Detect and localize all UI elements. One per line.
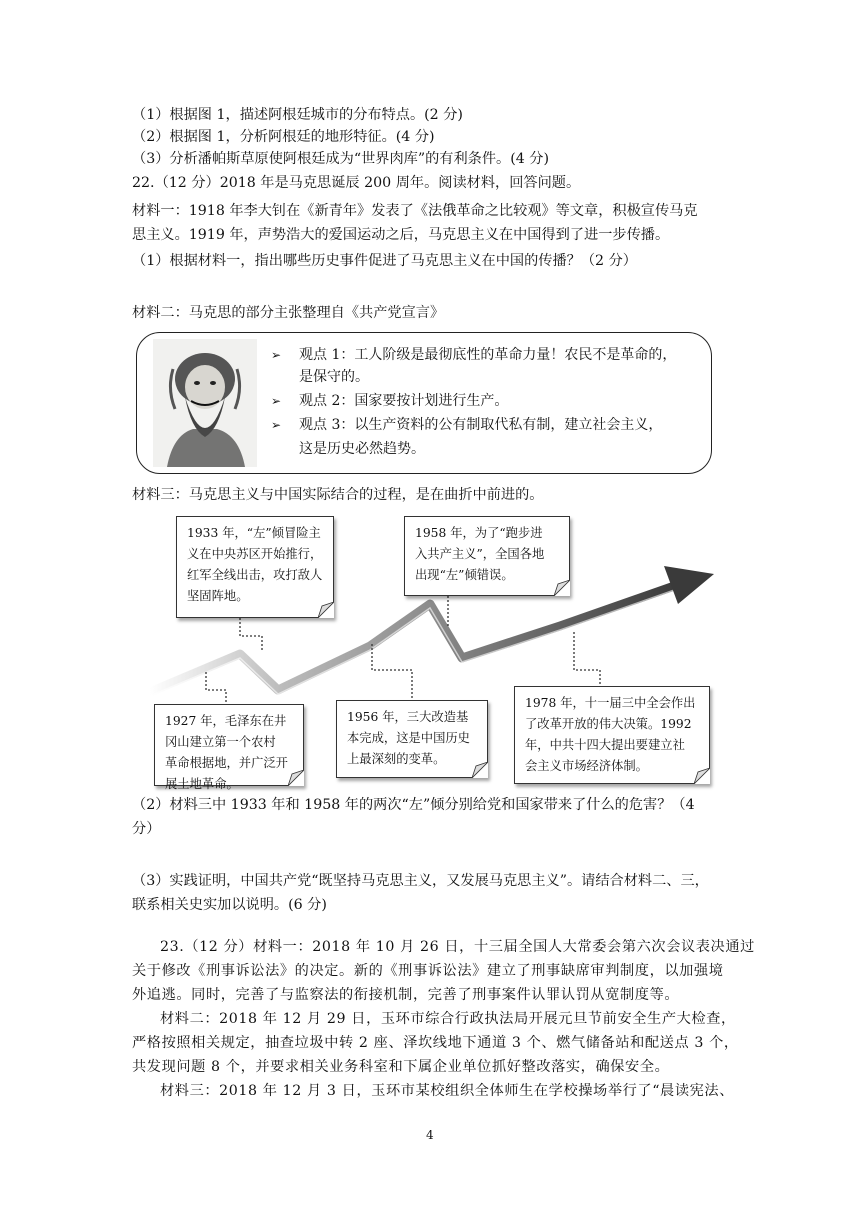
- point-1-line2: 是保守的。: [299, 369, 369, 385]
- page-number: 4: [426, 1128, 434, 1142]
- note-1933: 1933 年，“左”倾冒险主 义在中央苏区开始推行， 红军全线出击，攻打敌人 坚固阵地。: [176, 516, 334, 618]
- question-21-1: （1）根据图 1，描述阿根廷城市的分布特点。(2 分): [132, 107, 463, 123]
- q23-line4: 材料二：2018 年 12 月 29 日，玉环市综合行政执法局开展元旦节前安全生产大检查，: [160, 1011, 736, 1027]
- point-2: 观点 2：国家要按计划进行生产。: [299, 393, 509, 409]
- bullet-icon: ➢: [271, 418, 282, 432]
- note-1927: 1927 年，毛泽东在井 冈山建立第一个农村 革命根据地，并广泛开 展土地革命。: [154, 704, 304, 786]
- material1-line1: 材料一：1918 年李大钊在《新青年》发表了《法俄革命之比较观》等文章，积极宣传马克: [132, 203, 698, 219]
- question-22-header: 22.（12 分）2018 年是马克思诞辰 200 周年。阅读材料，回答问题。: [132, 175, 581, 191]
- q23-line1: 23.（12 分）材料一：2018 年 10 月 26 日，十三届全国人大常委会第六次会议表决通过: [160, 939, 755, 955]
- point-3-line2: 这是历史必然趋势。: [299, 441, 425, 457]
- question-21-3: （3）分析潘帕斯草原使阿根廷成为“世界肉库”的有利条件。(4 分): [132, 151, 550, 167]
- q23-line7: 材料三：2018 年 12 月 3 日，玉环市某校组织全体师生在学校操场举行了“晨读宪法、: [160, 1083, 734, 1099]
- bullet-icon: ➢: [271, 394, 282, 408]
- point-1-line1: 观点 1：工人阶级是最彻底性的革命力量！农民不是革命的，: [299, 347, 677, 363]
- material2-title: 材料二：马克思的部分主张整理自《共产党宣言》: [132, 305, 445, 321]
- question-22-2-line1: （2）材料三中 1933 年和 1958 年的两次“左”倾分别给党和国家带来了什么的危害？（4: [132, 797, 695, 813]
- q23-line3: 外追逃。同时，完善了与监察法的衔接机制，完善了刑事案件认罪认罚从宽制度等。: [132, 987, 680, 1003]
- note-1958: 1958 年，为了“跑步进 入共产主义”，全国各地 出现“左”倾错误。: [404, 516, 570, 596]
- note-1978: 1978 年，十一届三中全会作出 了改革开放的伟大决策。1992 年，中共十四大提出要建立社 会主义市场经济体制。: [514, 686, 710, 784]
- q23-line5: 严格按照相关规定，抽查垃圾中转 2 座、泽坎线地下通道 3 个、燃气储备站和配送点 3 个，: [132, 1035, 739, 1051]
- question-22-3-line1: （3）实践证明，中国共产党“既坚持马克思主义，又发展马克思主义”。请结合材料二、三，: [132, 873, 709, 889]
- question-21-2: （2）根据图 1，分析阿根廷的地形特征。(4 分): [132, 129, 435, 145]
- q23-line2: 关于修改《刑事诉讼法》的决定。新的《刑事诉讼法》建立了刑事缺席审判制度，以加强境: [132, 963, 724, 979]
- note-1956: 1956 年，三大改造基 本完成，这是中国历史 上最深刻的变革。: [336, 700, 488, 778]
- question-22-2-line2: 分）: [132, 821, 161, 837]
- bullet-icon: ➢: [271, 348, 282, 362]
- material3-title: 材料三：马克思主义与中国实际结合的过程，是在曲折中前进的。: [132, 487, 544, 503]
- question-22-3-line2: 联系相关史实加以说明。(6 分): [132, 897, 327, 913]
- question-22-1: （1）根据材料一，指出哪些历史事件促进了马克思主义在中国的传播？（2 分）: [132, 253, 637, 269]
- q23-line6: 共发现问题 8 个，并要求相关业务科室和下属企业单位抓好整改落实，确保安全。: [132, 1059, 670, 1075]
- point-3-line1: 观点 3：以生产资料的公有制取代私有制，建立社会主义，: [299, 417, 663, 433]
- material1-line2: 思主义。1919 年，声势浩大的爱国运动之后，马克思主义在中国得到了进一步传播。: [132, 227, 670, 243]
